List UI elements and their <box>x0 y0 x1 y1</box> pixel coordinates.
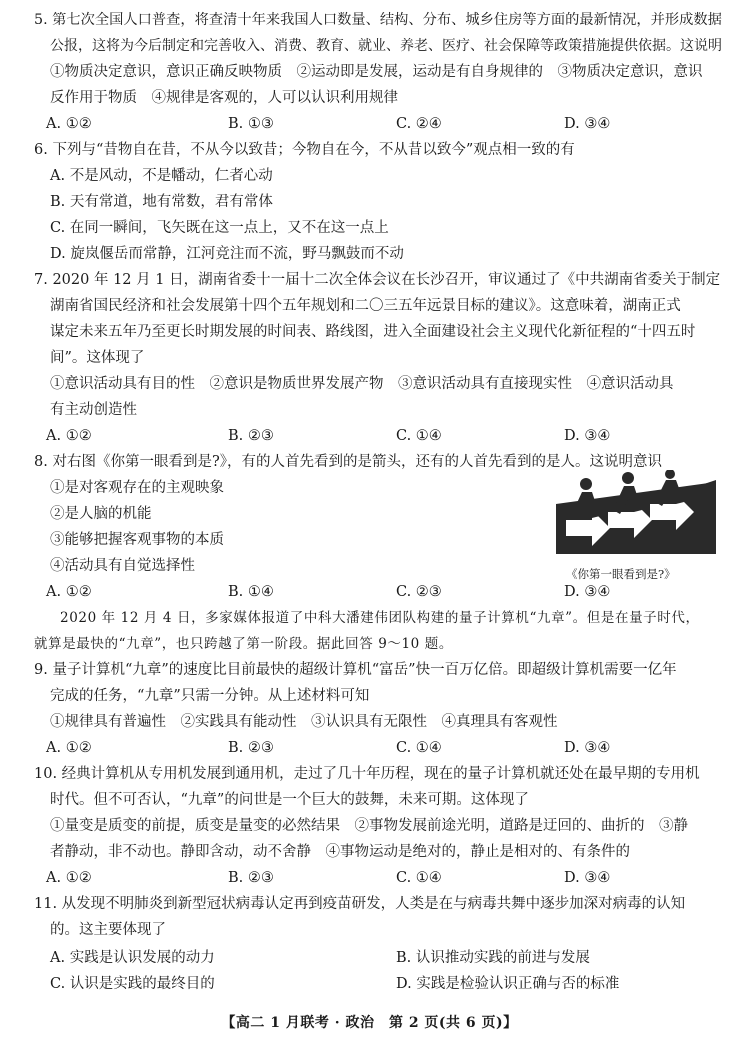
q8-options <box>0 580 739 604</box>
q11-option-d: D. 实践是检验认识正确与否的标准 <box>396 976 620 992</box>
q7-option-a: A. ①② <box>46 428 92 444</box>
q11-option-b: B. 认识推动实践的前进与发展 <box>396 950 590 966</box>
q10-option-b: B. ②③ <box>228 870 274 886</box>
passage-line-1: 2020 年 12 月 4 日，多家媒体报道了中科大潘建伟团队构建的量子计算机“九章”。但是在量子时代， <box>60 610 700 626</box>
q5-option-c: C. ②④ <box>396 116 442 132</box>
q8-statement-4: ④活动具有自觉选择性 <box>50 558 195 574</box>
q9-line-1: 9. 量子计算机“九章”的速度比目前最快的超级计算机“富岳”快一百万亿倍。即超级计算机需要一亿年 <box>34 662 677 678</box>
q9-option-c: C. ①④ <box>396 740 442 756</box>
passage-line-2: 就算是最快的“九章”，也只跨越了第一阶段。据此回答 9～10 题。 <box>34 636 453 652</box>
q7-line-1: 7. 2020 年 12 月 1 日，湖南省委十一届十二次全体会议在长沙召开，审议通过了《中共湖南省委关于制定 <box>34 272 721 288</box>
q6-option-d: D. 旋岚偃岳而常静，江河竞注而不流，野马飘鼓而不动 <box>50 246 404 262</box>
q5-option-a: A. ①② <box>46 116 92 132</box>
q8-option-d: D. ③④ <box>564 584 611 600</box>
q5-line-3: ①物质决定意识，意识正确反映物质 ②运动即是发展，运动是有自身规律的 ③物质决定意识，意识 <box>50 64 703 80</box>
q11-line-2: 的。这主要体现了 <box>50 922 166 938</box>
q9-line-3: ①规律具有普遍性 ②实践具有能动性 ③认识具有无限性 ④真理具有客观性 <box>50 714 558 730</box>
q7-line-6: 有主动创造性 <box>50 402 137 418</box>
q11-option-c: C. 认识是实践的最终目的 <box>50 976 215 992</box>
q7-option-d: D. ③④ <box>564 428 611 444</box>
q10-line-3: ①量变是质变的前提，质变是量变的必然结果 ②事物发展前途光明，道路是迂回的、曲折的 ③静 <box>50 818 688 834</box>
q7-option-b: B. ②③ <box>228 428 274 444</box>
q11-option-a: A. 实践是认识发展的动力 <box>50 950 215 966</box>
q7-line-5: ①意识活动具有目的性 ②意识是物质世界发展产物 ③意识活动具有直接现实性 ④意识活动具 <box>50 376 674 392</box>
q8-option-c: C. ②③ <box>396 584 442 600</box>
q9-option-d: D. ③④ <box>564 740 611 756</box>
figure-caption: 《你第一眼看到是?》 <box>566 567 676 581</box>
q9-options <box>0 736 739 760</box>
q11-options-row-2 <box>0 972 739 996</box>
q9-option-a: A. ①② <box>46 740 92 756</box>
q5-line-1: 5. 第七次全国人口普查，将查清十年来我国人口数量、结构、分布、城乡住房等方面的最新情况，并形成数据 <box>34 12 722 28</box>
q5-line-4: 反作用于物质 ④规律是客观的，人可以认识利用规律 <box>50 90 398 106</box>
q9-line-2: 完成的任务，“九章”只需一分钟。从上述材料可知 <box>50 688 370 704</box>
q7-options <box>0 424 739 448</box>
q7-line-3: 谋定未来五年乃至更长时期发展的时间表、路线图，进入全面建设社会主义现代化新征程的“十四五时 <box>50 324 696 340</box>
q7-line-4: 间”。这体现了 <box>50 350 145 366</box>
q11-options-row-1 <box>0 946 739 970</box>
q7-option-c: C. ①④ <box>396 428 442 444</box>
q11-line-1: 11. 从发现不明肺炎到新型冠状病毒认定再到疫苗研发，人类是在与病毒共舞中逐步加深对病毒的认知 <box>34 896 686 912</box>
q8-option-b: B. ①④ <box>228 584 274 600</box>
q5-options <box>0 112 739 136</box>
q6-option-c: C. 在同一瞬间，飞矢既在这一点上，又不在这一点上 <box>50 220 389 236</box>
q10-options <box>0 866 739 890</box>
page-footer: 【高二 1 月联考 · 政治 第 2 页(共 6 页)】 <box>221 1015 518 1031</box>
q8-option-a: A. ①② <box>46 584 92 600</box>
q9-option-b: B. ②③ <box>228 740 274 756</box>
q7-line-2: 湖南省国民经济和社会发展第十四个五年规划和二〇三五年远景目标的建议》。这意味着，湖南正式 <box>50 298 681 314</box>
q10-option-a: A. ①② <box>46 870 92 886</box>
q5-option-d: D. ③④ <box>564 116 611 132</box>
q10-option-d: D. ③④ <box>564 870 611 886</box>
q8-line-1: 8. 对右图《你第一眼看到是?》，有的人首先看到的是箭头，还有的人首先看到的是人。这说明意识 <box>34 454 662 470</box>
q10-line-2: 时代。但不可否认，“九章”的问世是一个巨大的鼓舞，未来可期。这体现了 <box>50 792 529 808</box>
arrows-people-illusion-image <box>556 470 716 554</box>
q6-option-b: B. 天有常道，地有常数，君有常体 <box>50 194 273 210</box>
q10-line-1: 10. 经典计算机从专用机发展到通用机，走过了几十年历程，现在的量子计算机就还处在最早期的专用机 <box>34 766 700 782</box>
q8-statement-3: ③能够把握客观事物的本质 <box>50 532 224 548</box>
q5-option-b: B. ①③ <box>228 116 274 132</box>
q5-line-2: 公报，这将为今后制定和完善收入、消费、教育、就业、养老、医疗、社会保障等政策措施提供依据。这说明 <box>50 38 722 54</box>
q8-statement-2: ②是人脑的机能 <box>50 506 152 522</box>
q10-line-4: 者静动，非不动也。静即含动，动不舍静 ④事物运动是绝对的，静止是相对的、有条件的 <box>50 844 630 860</box>
q8-statement-1: ①是对客观存在的主观映象 <box>50 480 224 496</box>
q6-option-a: A. 不是风动，不是幡动，仁者心动 <box>50 168 273 184</box>
q6-line-1: 6. 下列与“昔物自在昔，不从今以致昔；今物自在今，不从昔以致今”观点相一致的有 <box>34 142 575 158</box>
q10-option-c: C. ①④ <box>396 870 442 886</box>
